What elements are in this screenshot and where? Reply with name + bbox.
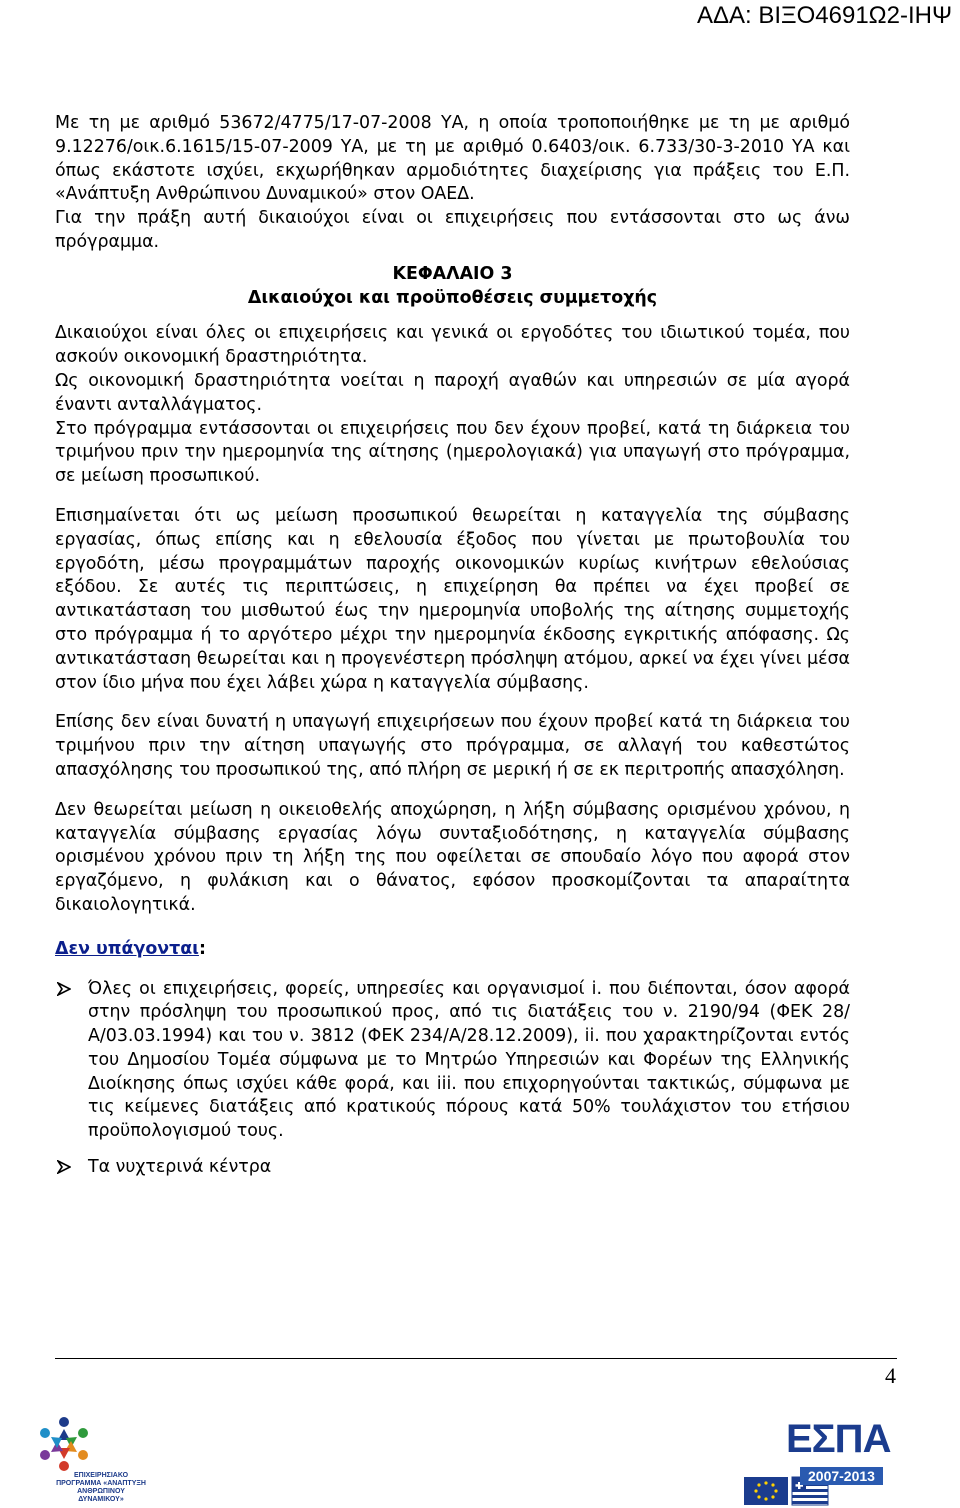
espa-logo-text: ΕΣΠΑ [786, 1417, 891, 1461]
exclusion-item-text: Τα νυχτερινά κέντρα [88, 1157, 272, 1178]
intro-paragraph: Με τη με αριθμό 53672/4775/17-07-2008 ΥΑ, η οποία τροποποιήθηκε με τη με αριθμό 9.12276/οικ.6.1615/15-07-2009 ΥΑ, με τη με αριθμό 0.6403/οικ. 6.733/30-3-2010 ΥΑ και όπως εκάστοτε ισχύει, εκχωρήθηκαν αρμοδιότητες διαχείρισης για πράξεις του Ε.Π. «Ανάπτυξη Ανθρώπινου Δυναμικού» στον ΟΑΕΔ. [55, 113, 850, 205]
list-item [55, 978, 850, 1145]
eligibility-paragraph: Δικαιούχοι είναι όλες οι επιχειρήσεις και γενικά οι εργοδότες του ιδιωτικού τομέα, που ασκούν οικονομική δραστηριότητα. [55, 323, 850, 368]
staff-reduction-paragraph: Στο πρόγραμμα εντάσσονται οι επιχειρήσεις που δεν έχουν προβεί, κατά τη διάρκεια του τριμήνου πριν την ημερομηνία της αίτησης (ημερολογιακά) για υπαγωγή στο πρόγραμμα, σε μείωση προσωπικού. [55, 418, 850, 487]
non-reduction-paragraph: Δεν θεωρείται μείωση η οικειοθελής αποχώρηση, η λήξη σύμβασης ορισμένου χρόνου, η καταγγελία σύμβασης εργασίας λόγω συνταξιοδότησης, η καταγγελία σύμβασης ορισμένου χρόνου πριν τη λήξη της που οφείλεται σε σπουδαίο λόγο που αφορά στον εργαζόμενο, η φυλάκιση και ο θάνατος, εφόσον προσκομίζονται τα απαραίτητα δικαιολογητικά. [55, 799, 850, 915]
arrow-bullet-icon [57, 982, 71, 996]
staff-reduction-definition-paragraph: Επισημαίνεται ότι ως μείωση προσωπικού θεωρείται η καταγγελία της σύμβασης εργασίας, όπως επίσης και η εθελουσία έξοδος που γίνεται με πρωτοβουλία του εργοδότη, μέσω προγραμμάτων παροχής οικονομικών κυρίως κινήτρων εθελούσιας εξόδου. Σε αυτές τις περιπτώσεις, η επιχείρηση θα πρέπει να έχει προβεί σε αντικατάσταση του μισθωτού έως την ημερομηνία υποβολής της αίτησης συμμετοχής στο πρόγραμμα ή το αργότερο μέχρι την ημερομηνία έκδοσης εγκριτικής απόφασης. Ως αντικατάσταση θεωρείται και η προγενέστερη πρόσληψη ατόμου, αρκεί να έχει γίνει μέσα στον ίδιο μήνα που έχει λάβει χώρα η καταγγελία σύμβασης. [55, 505, 850, 693]
document-body [55, 112, 850, 1180]
exclusions-list [55, 978, 850, 1180]
economic-activity-paragraph: Ως οικονομική δραστηριότητα νοείται η παροχή αγαθών και υπηρεσιών σε μία αγορά έναντι ανταλλάγματος. [55, 370, 850, 415]
espa-logo-years: 2007-2013 [800, 1467, 883, 1485]
exclusions-colon: : [198, 938, 206, 959]
list-item [55, 1156, 850, 1180]
chapter-number: ΚΕΦΑΛΑΙΟ 3 [392, 263, 513, 284]
employment-status-paragraph: Επίσης δεν είναι δυνατή η υπαγωγή επιχειρήσεων που έχουν προβεί κατά τη διάρκεια του τριμήνου πριν την αίτηση υπαγωγής στο πρόγραμμα, σε αλλαγή του καθεστώτος απασχόλησης του προσωπικού της, από πλήρη σε μερική ή σε εκ περιτροπής απασχόληση. [55, 712, 850, 780]
beneficiaries-paragraph: Για την πράξη αυτή δικαιούχοι είναι οι επιχειρήσεις που εντάσσονται στο ως άνω πρόγραμμα. [55, 208, 850, 252]
exclusions-label: Δεν υπάγονται [55, 938, 199, 959]
arrow-bullet-icon [57, 1160, 71, 1174]
ada-code: ΑΔΑ: ΒΙΞΟ4691Ω2-ΙΗΨ [696, 2, 952, 29]
operational-programme-caption: ΕΠΙΧΕΙΡΗΣΙΑΚΟ ΠΡΟΓΡΑΜΜΑ «ΑΝΑΠΤΥΞΗ ΑΝΘΡΩΠΙΝΟΥ ΔΥΝΑΜΙΚΟΥ» [56, 1472, 146, 1503]
chapter-title: Δικαιούχοι και προϋποθέσεις συμμετοχής [247, 287, 658, 308]
page-number: 4 [885, 1363, 896, 1388]
exclusion-item-text: Όλες οι επιχειρήσεις, φορείς, υπηρεσίες και οργανισμοί i. που διέπονται, όσον αφορά στην πρόσληψη του προσωπικού προς, από τις διατάξεις του ν. 2190/94 (ΦΕΚ 28/Α/03.03.1994) και του ν. 3812 (ΦΕΚ 234/Α/28.12.2009), ii. που χαρακτηρίζονται εντός του Δημοσίου Τομέα σύμφωνα με το Μητρώο Υπηρεσιών και Φορέων της Ελληνικής Διοίκησης όπως ισχύει κάθε φορά, και iii. που επιχορηγούνται τακτικώς, σύμφωνα με τις κείμενες διατάξεις από κρατικούς πόρους κατά 50% τουλάχιστον του ετήσιου προϋπολογισμού τους. [88, 978, 850, 1142]
exclusions-heading [55, 938, 850, 962]
footer-divider [55, 1358, 897, 1359]
